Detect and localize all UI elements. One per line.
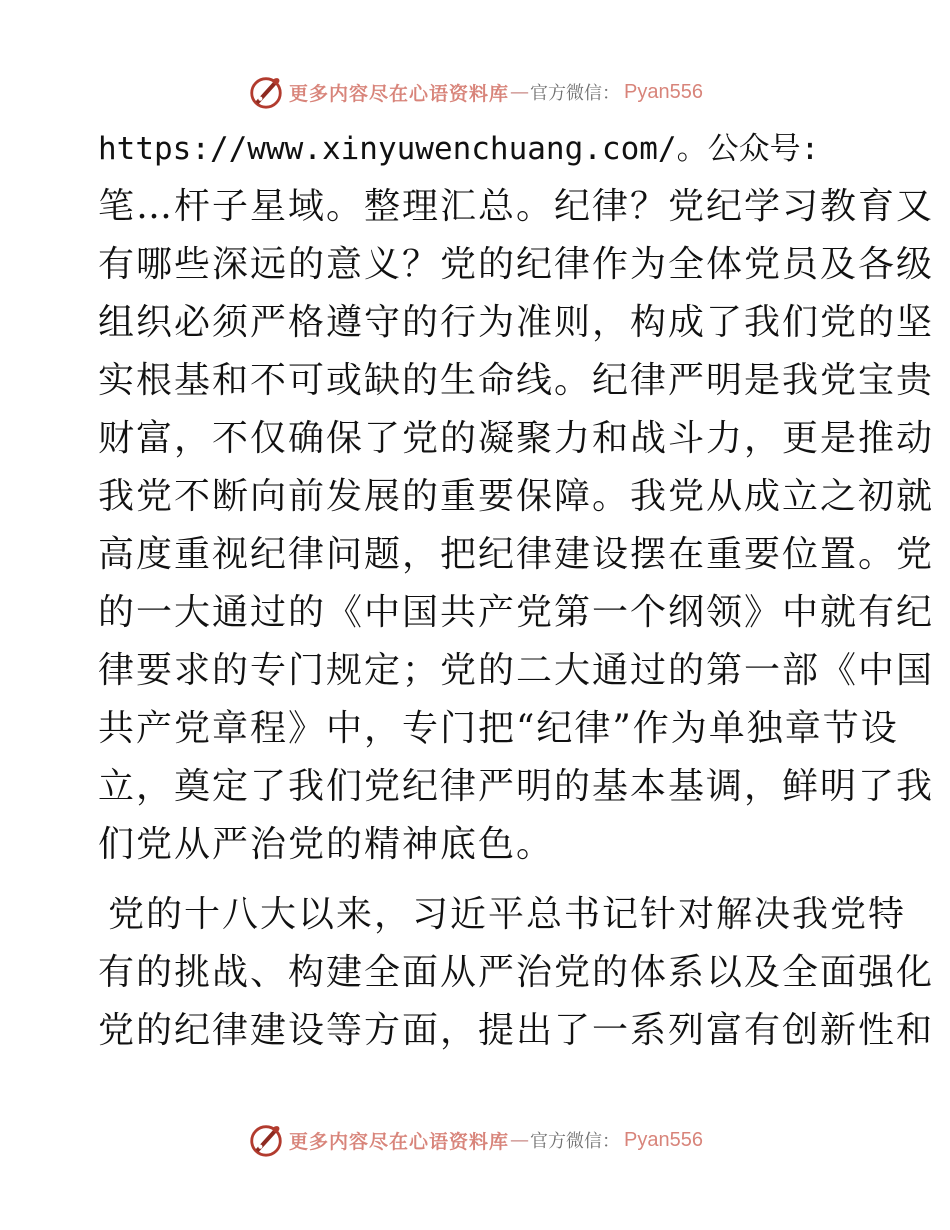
text-line: 党的十八大以来，习近平总书记针对解决我党特 [108, 894, 907, 935]
footer-wechat-label: 官方微信： [530, 1131, 621, 1152]
text-line: https://www.xinyuwenchuang.com/。公众号: [98, 131, 820, 167]
text-line: 实根基和不可或缺的生命线。纪律严明是我党宝贵 [98, 360, 935, 401]
text-line: 立，奠定了我们党纪律严明的基本基调，鲜明了我 [98, 766, 935, 807]
header-wechat-label: 官方微信： [530, 83, 621, 104]
text-line: 党的纪律建设等方面，提出了一系列富有创新性和 [98, 1010, 935, 1051]
text-line: 有哪些深远的意义？党的纪律作为全体党员及各级 [98, 244, 935, 285]
footer-brand-text: 更多内容尽在心语资料库 [289, 1130, 510, 1153]
header-dash: — [510, 81, 530, 103]
paragraph-2 [98, 890, 935, 1064]
header-banner [0, 72, 950, 112]
brush-logo-icon [247, 1121, 285, 1159]
text-line: 笔…杆子星域。整理汇总。纪律？党纪学习教育又 [98, 186, 935, 227]
footer-banner [0, 1120, 950, 1160]
brush-logo-icon [247, 73, 285, 111]
footer-dash: — [510, 1129, 530, 1151]
text-line: 共产党章程》中，专门把“纪律”作为单独章节设 [98, 708, 899, 749]
header-brand-text: 更多内容尽在心语资料库 [289, 82, 510, 105]
paragraph-gap [98, 878, 858, 890]
document-body [98, 124, 935, 1064]
footer-wechat-id: Pyan556 [624, 1128, 703, 1151]
text-line: 有的挑战、构建全面从严治党的体系以及全面强化 [98, 952, 935, 993]
text-line: 我党不断向前发展的重要保障。我党从成立之初就 [98, 476, 935, 517]
text-line: 高度重视纪律问题，把纪律建设摆在重要位置。党 [98, 534, 935, 575]
text-line: 财富，不仅确保了党的凝聚力和战斗力，更是推动 [98, 418, 935, 459]
text-line: 的一大通过的《中国共产党第一个纲领》中就有纪 [98, 592, 935, 633]
header-wechat-id: Pyan556 [624, 80, 703, 103]
text-line: 们党从严治党的精神底色。 [98, 824, 555, 865]
text-line: 组织必须严格遵守的行为准则，构成了我们党的坚 [98, 302, 935, 343]
text-line: 律要求的专门规定；党的二大通过的第一部《中国 [98, 650, 935, 691]
paragraph-1 [98, 124, 935, 878]
